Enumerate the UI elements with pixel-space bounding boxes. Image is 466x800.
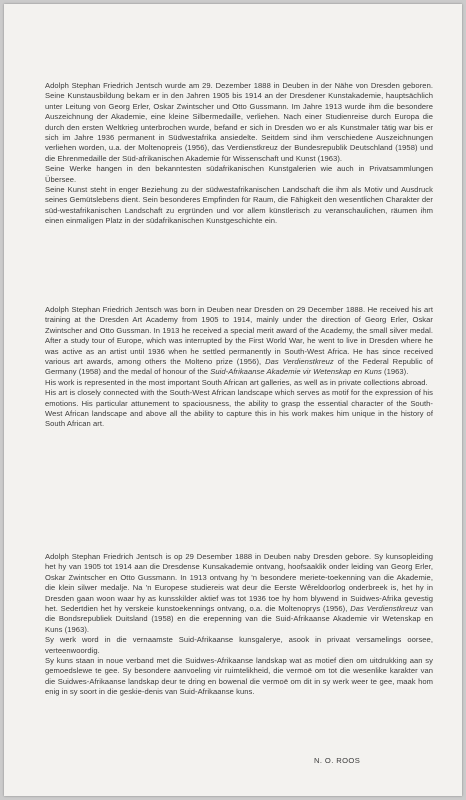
afrikaans-paragraph-2: Sy werk word in die vernaamste Suid-Afrikaanse kunsgalerye, asook in privaat versamelings oorsee, verteenwoordig. bbox=[45, 635, 433, 655]
english-p1-text-c: (1963). bbox=[384, 367, 409, 377]
author-signature: N. O. ROOS bbox=[314, 756, 361, 765]
afrikaans-paragraph-1 bbox=[45, 552, 433, 635]
english-p1-text-a: Adolph Stephan Friedrich Jentsch was born in Deuben near Dresden on 29 December 1888. He received his art training at the Dresden Art Academy from 1905 to 1914, mainly under the direction of Georg Erler, Oskar Zwintscher and Otto Gussman. In 1913 he received a special merit award of the Academy, the small silver medal. After a study tour of Europe, which was interrupted by the First World War, he went to live in Dresden where he was active as an artist until 1936 when he settled permanently in South-West Africa. He has since received various art awards, among others the Molteno prize (1956), bbox=[45, 305, 433, 367]
german-paragraph-3: Seine Kunst steht in enger Beziehung zu der südwestafrikanischen Landschaft die ihm als Motiv und Ausdruck seines Gemütslebens dient. Sein besonderes Empfinden für Raum, die Fähigkeit den wesentlichen Charakter der süd-westafrikanischen Landschaft zu ergründen und vor allem künstlerisch zu veranschaulichen, räumen ihm einen einmaligen Platz in der südafrikanischen Kunstgeschichte ein. bbox=[45, 185, 433, 226]
german-text-section bbox=[45, 81, 433, 227]
biography-card bbox=[4, 4, 462, 796]
afrikaans-p1-text-b: van die Bondsrepubliek Duitsland (1958) en die erepenning van die Suid-Afrikaanse Akademie vir Wetenskap en Kuns (1963). bbox=[45, 604, 433, 634]
german-paragraph-2: Seine Werke hangen in den bekanntesten südafrikanischen Kunstgalerien wie auch in Privatsammlungen Übersee. bbox=[45, 164, 433, 184]
english-award-verdienstkreuz: Das Verdienstkreuz bbox=[265, 357, 334, 367]
afrikaans-p1-text-a: Adolph Stephan Friedrich Jentsch is op 29 Desember 1888 in Deuben naby Dresden gebore. Sy kunsopleiding het hy van 1905 tot 1914 aan die Dresdense Kunsakademie ontvang, hoofsaaklik onder leiding van Georg Erler, Oskar Zwintscher en Otto Gussmann. In 1913 ontvang hy 'n besondere meriete-toekenning van die Akademie, die klein silwer medalje. Na 'n Europese studiereis wat deur die Eerste Wêreldoorlog onderbreek is, het hy in Dresden gaan woon waar hy as kunsskilder aktief was tot 1936 toe hy hom blywend in Suidwes-Afrika gevestig het. Sedertdien het hy verskeie kunstoekennings ontvang, o.a. die Moltenoprys (1956), bbox=[45, 552, 433, 614]
english-text-section bbox=[45, 305, 433, 430]
english-p1-text-b: of the Federal Republic of Germany (1958) and the medal of honour of the bbox=[45, 357, 433, 377]
german-paragraph-1: Adolph Stephan Friedrich Jentsch wurde am 29. Dezember 1888 in Deuben in der Nähe von Dresden geboren. Seine Kunstausbildung bekam er in den Jahren 1905 bis 1914 an der Dresdener Kunstakademie, hauptsächlich unter Leitung von Georg Erler, Oskar Zwintscher und Otto Gussmann. Im Jahre 1913 wurde ihm die besondere Auszeichnung der Akademie, eine kleine Silbermedaille, verliehen. Nach einer Studienreise durch Europa die durch den ersten Weltkrieg unterbrochen wurde, befand er sich in Dresden wo er als Kunstmaler tätig war bis er sich im Jahre 1936 permanent in Südwestafrika ansiedelte. Seitdem sind ihm verschiedene Auszeichnungen verliehen worden, u.a. der Moltenopreis (1956), das Verdienstkreuz der Bundesrepublik Deutschland (1958) und die Ehrenmedaille der Süd-afrikanischen Akademie für Wissenschaft und Kunst (1963). bbox=[45, 81, 433, 163]
afrikaans-text-section bbox=[45, 552, 433, 698]
afrikaans-paragraph-3: Sy kuns staan in noue verband met die Suidwes-Afrikaanse landskap wat as motief dien om uitdrukking aan sy gemoedslewe te gee. Sy besondere aanvoeling vir ruimtelikheid, die vermoë om tot die wesenlike karakter van die Suidwes-Afrikaanse landskap deur te dring en bowenal die vermoë om dit in sy werk weer te gee, maak hom enig in sy soort in die geskie-denis van Suid-Afrikaanse kuns. bbox=[45, 656, 433, 697]
english-paragraph-1 bbox=[45, 305, 433, 378]
english-paragraph-2: His work is represented in the most important South African art galleries, as well as in private collections abroad. bbox=[45, 377, 428, 387]
english-award-akademie: Suid-Afrikaanse Akademie vir Wetenskap en Kuns bbox=[210, 367, 382, 377]
afrikaans-award-verdienstkreuz: Das Verdienstkreuz bbox=[350, 604, 418, 614]
english-paragraph-3: His art is closely connected with the South-West African landscape which serves as motif for the expression of his emotions. His particular attunement to spaciousness, the ability to grasp the essential character of the South-West African landscape and above all the ability to capture this in his work makes him unique in the history of South African art. bbox=[45, 388, 433, 429]
